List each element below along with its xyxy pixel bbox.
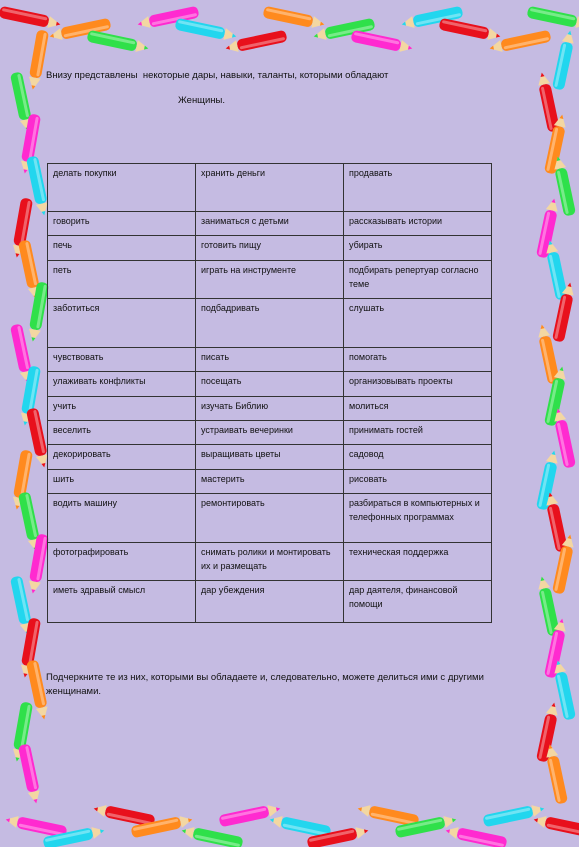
table-cell: веселить bbox=[48, 421, 196, 445]
pencil bbox=[0, 6, 62, 31]
intro-subtitle: Женщины. bbox=[178, 95, 226, 106]
table-cell: писать bbox=[196, 348, 344, 372]
table-cell: посещать bbox=[196, 372, 344, 397]
table-cell: рисовать bbox=[344, 470, 492, 494]
table-cell: мастерить bbox=[196, 470, 344, 494]
table-cell: слушать bbox=[344, 299, 492, 348]
table-cell: учить bbox=[48, 397, 196, 421]
table-cell: готовить пищу bbox=[196, 236, 344, 261]
table-cell: говорить bbox=[48, 212, 196, 236]
pencil bbox=[532, 814, 579, 839]
table-cell: декорировать bbox=[48, 445, 196, 470]
table-cell: рассказывать истории bbox=[344, 212, 492, 236]
table-cell: помогать bbox=[344, 348, 492, 372]
table-cell: шить bbox=[48, 470, 196, 494]
table-cell: подбирать репертуар согласно теме bbox=[344, 261, 492, 299]
pencil bbox=[526, 6, 579, 31]
table-row bbox=[48, 164, 492, 212]
table-cell: ремонтировать bbox=[196, 494, 344, 543]
pencil bbox=[350, 30, 413, 55]
table-cell: подбадривать bbox=[196, 299, 344, 348]
table-cell: принимать гостей bbox=[344, 421, 492, 445]
table-row bbox=[48, 236, 492, 261]
table-cell: печь bbox=[48, 236, 196, 261]
table-cell: выращивать цветы bbox=[196, 445, 344, 470]
table-cell: устраивать вечеринки bbox=[196, 421, 344, 445]
table-row bbox=[48, 348, 492, 372]
table-cell: фотографировать bbox=[48, 543, 196, 581]
table-cell: продавать bbox=[344, 164, 492, 212]
intro-text: Внизу представлены некоторые дары, навыки, таланты, которыми обладают bbox=[46, 70, 389, 81]
pencil bbox=[18, 743, 42, 804]
pencil bbox=[180, 825, 243, 847]
table-row bbox=[48, 494, 492, 543]
table-cell: заботиться bbox=[48, 299, 196, 348]
table-cell: петь bbox=[48, 261, 196, 299]
gifts-table bbox=[47, 163, 492, 623]
table-row bbox=[48, 445, 492, 470]
table-cell: садовод bbox=[344, 445, 492, 470]
table-cell: иметь здравый смысл bbox=[48, 581, 196, 623]
table-cell: дар даятеля, финансовой помощи bbox=[344, 581, 492, 623]
table-row bbox=[48, 299, 492, 348]
table-cell: молиться bbox=[344, 397, 492, 421]
table-row bbox=[48, 581, 492, 623]
table-cell: изучать Библию bbox=[196, 397, 344, 421]
pencil bbox=[86, 30, 149, 55]
table-cell: снимать ролики и монтировать их и размещать bbox=[196, 543, 344, 581]
table-cell: убирать bbox=[344, 236, 492, 261]
table-cell: заниматься с детьми bbox=[196, 212, 344, 236]
pencil bbox=[488, 30, 551, 55]
pencil bbox=[218, 803, 281, 828]
table-cell: водить машину bbox=[48, 494, 196, 543]
pencil bbox=[174, 18, 237, 43]
pencil bbox=[482, 803, 545, 828]
table-cell: хранить деньги bbox=[196, 164, 344, 212]
table-cell: техническая поддержка bbox=[344, 543, 492, 581]
table-cell: делать покупки bbox=[48, 164, 196, 212]
pencil bbox=[262, 6, 325, 31]
table-row bbox=[48, 421, 492, 445]
table-row bbox=[48, 372, 492, 397]
table-cell: дар убеждения bbox=[196, 581, 344, 623]
table-cell: играть на инструменте bbox=[196, 261, 344, 299]
pencil bbox=[444, 825, 507, 847]
pencil bbox=[224, 30, 287, 55]
table-row bbox=[48, 397, 492, 421]
table-cell: чувствовать bbox=[48, 348, 196, 372]
instruction-text: Подчеркните те из них, которыми вы обладаете и, следовательно, можете делиться ими с другими женщинами. bbox=[46, 672, 484, 697]
pencil bbox=[552, 29, 576, 90]
table-row bbox=[48, 470, 492, 494]
table-row bbox=[48, 261, 492, 299]
table-cell: разбираться в компьютерных и телефонных программах bbox=[344, 494, 492, 543]
table-row bbox=[48, 212, 492, 236]
pencil bbox=[438, 18, 501, 43]
table-cell: организовывать проекты bbox=[344, 372, 492, 397]
table-cell: улаживать конфликты bbox=[48, 372, 196, 397]
table-row bbox=[48, 543, 492, 581]
